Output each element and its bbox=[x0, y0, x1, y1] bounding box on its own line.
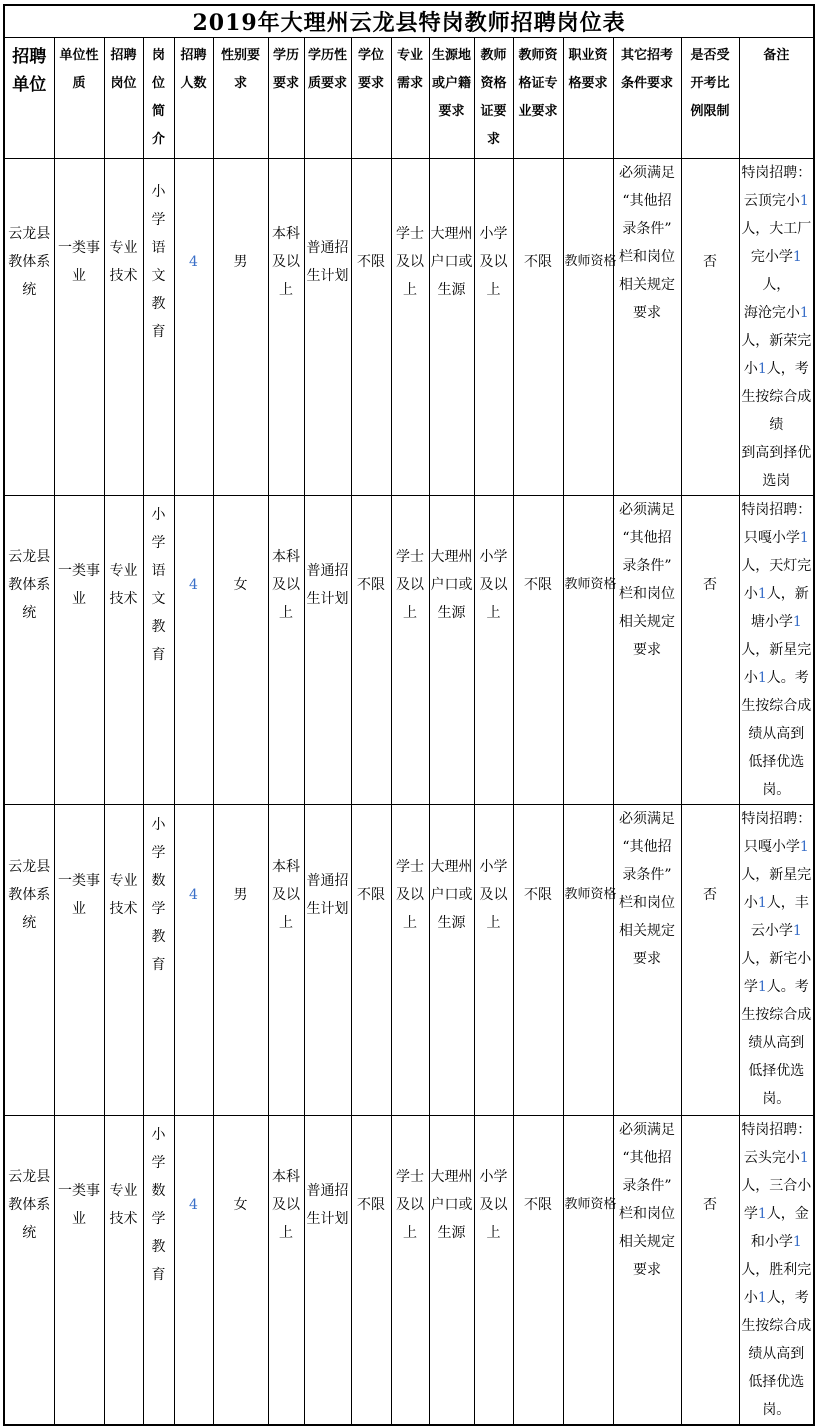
cell-unit-nature: 一类事业 bbox=[54, 1116, 104, 1426]
col-header-remark: 备注 bbox=[739, 38, 814, 159]
cell-degree: 不限 bbox=[351, 159, 391, 496]
cell-education: 本科及以上 bbox=[268, 805, 304, 1116]
col-header-cert-level: 教师资格证要求 bbox=[474, 38, 513, 159]
cell-degree: 不限 bbox=[351, 1116, 391, 1426]
cell-count: 4 bbox=[174, 805, 213, 1116]
cell-ratio-limit: 否 bbox=[681, 159, 739, 496]
cell-origin: 大理州户口或生源 bbox=[429, 159, 474, 496]
cell-remark: 特岗招聘： 云头完小1 人，三合小 学1人，金 和小学1 人，胜利完 小1人，考 生按综合成 绩从高到 低择优选 岗。 bbox=[739, 1116, 814, 1426]
cell-major: 学士及以上 bbox=[391, 1116, 429, 1426]
cell-unit: 云龙县教体系统 bbox=[4, 496, 54, 805]
col-header-origin: 生源地或户籍要求 bbox=[429, 38, 474, 159]
cell-vocational: 教师资格 bbox=[563, 159, 613, 496]
cell-gender: 男 bbox=[213, 159, 268, 496]
col-header-other-conditions: 其它招考条件要求 bbox=[613, 38, 681, 159]
cell-unit: 云龙县教体系统 bbox=[4, 159, 54, 496]
cell-post: 专业技术 bbox=[104, 496, 143, 805]
cell-count: 4 bbox=[174, 1116, 213, 1426]
cell-cert-level: 小学及以上 bbox=[474, 159, 513, 496]
table-row bbox=[4, 1116, 814, 1426]
cell-education-nature: 普通招生计划 bbox=[304, 159, 351, 496]
cell-degree: 不限 bbox=[351, 496, 391, 805]
cell-vocational: 教师资格 bbox=[563, 805, 613, 1116]
col-header-post: 招聘岗位 bbox=[104, 38, 143, 159]
col-header-major: 专业需求 bbox=[391, 38, 429, 159]
cell-post-intro: 小学语文教育 bbox=[143, 159, 174, 496]
col-header-post-intro: 岗位简介 bbox=[143, 38, 174, 159]
cell-unit-nature: 一类事业 bbox=[54, 496, 104, 805]
col-header-unit-nature: 单位性质 bbox=[54, 38, 104, 159]
cell-cert-level: 小学及以上 bbox=[474, 1116, 513, 1426]
cell-unit: 云龙县教体系统 bbox=[4, 1116, 54, 1426]
cell-other-conditions: 必须满足 “其他招 录条件” 栏和岗位 相关规定 要求 bbox=[613, 805, 681, 1116]
cell-cert-major: 不限 bbox=[513, 1116, 563, 1426]
recruitment-table bbox=[3, 4, 815, 1426]
cell-vocational: 教师资格 bbox=[563, 496, 613, 805]
col-header-ratio-limit: 是否受开考比例限制 bbox=[681, 38, 739, 159]
cell-post: 专业技术 bbox=[104, 159, 143, 496]
cell-cert-major: 不限 bbox=[513, 159, 563, 496]
table-row bbox=[4, 496, 814, 805]
cell-education: 本科及以上 bbox=[268, 159, 304, 496]
col-header-count: 招聘人数 bbox=[174, 38, 213, 159]
cell-education-nature: 普通招生计划 bbox=[304, 805, 351, 1116]
col-header-recruiting-unit: 招聘单位 bbox=[4, 38, 54, 159]
cell-other-conditions: 必须满足 “其他招 录条件” 栏和岗位 相关规定 要求 bbox=[613, 159, 681, 496]
col-header-vocational: 职业资格要求 bbox=[563, 38, 613, 159]
col-header-gender: 性别要求 bbox=[213, 38, 268, 159]
cell-ratio-limit: 否 bbox=[681, 496, 739, 805]
cell-ratio-limit: 否 bbox=[681, 1116, 739, 1426]
cell-major: 学士及以上 bbox=[391, 805, 429, 1116]
col-header-degree: 学位要求 bbox=[351, 38, 391, 159]
cell-cert-major: 不限 bbox=[513, 496, 563, 805]
cell-remark: 特岗招聘： 只嘎小学1 人，新星完 小1人，丰 云小学1 人，新宅小 学1人。考 生按综合成 绩从高到 低择优选 岗。 bbox=[739, 805, 814, 1116]
cell-vocational: 教师资格 bbox=[563, 1116, 613, 1426]
cell-cert-level: 小学及以上 bbox=[474, 496, 513, 805]
cell-origin: 大理州户口或生源 bbox=[429, 496, 474, 805]
cell-count: 4 bbox=[174, 159, 213, 496]
table-row bbox=[4, 159, 814, 496]
cell-unit-nature: 一类事业 bbox=[54, 159, 104, 496]
cell-origin: 大理州户口或生源 bbox=[429, 805, 474, 1116]
page-title: 2019年大理州云龙县特岗教师招聘岗位表 bbox=[4, 5, 814, 38]
cell-education-nature: 普通招生计划 bbox=[304, 1116, 351, 1426]
cell-post: 专业技术 bbox=[104, 805, 143, 1116]
cell-post-intro: 小学语文教育 bbox=[143, 496, 174, 805]
cell-other-conditions: 必须满足 “其他招 录条件” 栏和岗位 相关规定 要求 bbox=[613, 496, 681, 805]
cell-major: 学士及以上 bbox=[391, 496, 429, 805]
cell-origin: 大理州户口或生源 bbox=[429, 1116, 474, 1426]
cell-post-intro: 小学数学教育 bbox=[143, 1116, 174, 1426]
title-row bbox=[4, 5, 814, 38]
cell-count: 4 bbox=[174, 496, 213, 805]
cell-education: 本科及以上 bbox=[268, 496, 304, 805]
col-header-education: 学历要求 bbox=[268, 38, 304, 159]
cell-unit-nature: 一类事业 bbox=[54, 805, 104, 1116]
col-header-cert-major: 教师资格证专业要求 bbox=[513, 38, 563, 159]
cell-education: 本科及以上 bbox=[268, 1116, 304, 1426]
cell-remark: 特岗招聘： 只嘎小学1 人，天灯完 小1人，新 塘小学1 人，新星完 小1人。考 生按综合成 绩从高到 低择优选 岗。 bbox=[739, 496, 814, 805]
cell-education-nature: 普通招生计划 bbox=[304, 496, 351, 805]
cell-major: 学士及以上 bbox=[391, 159, 429, 496]
cell-post: 专业技术 bbox=[104, 1116, 143, 1426]
cell-cert-major: 不限 bbox=[513, 805, 563, 1116]
cell-ratio-limit: 否 bbox=[681, 805, 739, 1116]
cell-cert-level: 小学及以上 bbox=[474, 805, 513, 1116]
cell-gender: 女 bbox=[213, 1116, 268, 1426]
table-row bbox=[4, 805, 814, 1116]
cell-remark: 特岗招聘： 云顶完小1 人，大工厂 完小学1 人， 海沧完小1 人，新荣完 小1人，考 生按综合成 绩 到高到择优 选岗 bbox=[739, 159, 814, 496]
col-header-education-nature: 学历性质要求 bbox=[304, 38, 351, 159]
cell-degree: 不限 bbox=[351, 805, 391, 1116]
cell-gender: 男 bbox=[213, 805, 268, 1116]
cell-gender: 女 bbox=[213, 496, 268, 805]
header-row bbox=[4, 38, 814, 159]
cell-post-intro: 小学数学教育 bbox=[143, 805, 174, 1116]
cell-unit: 云龙县教体系统 bbox=[4, 805, 54, 1116]
cell-other-conditions: 必须满足 “其他招 录条件” 栏和岗位 相关规定 要求 bbox=[613, 1116, 681, 1426]
